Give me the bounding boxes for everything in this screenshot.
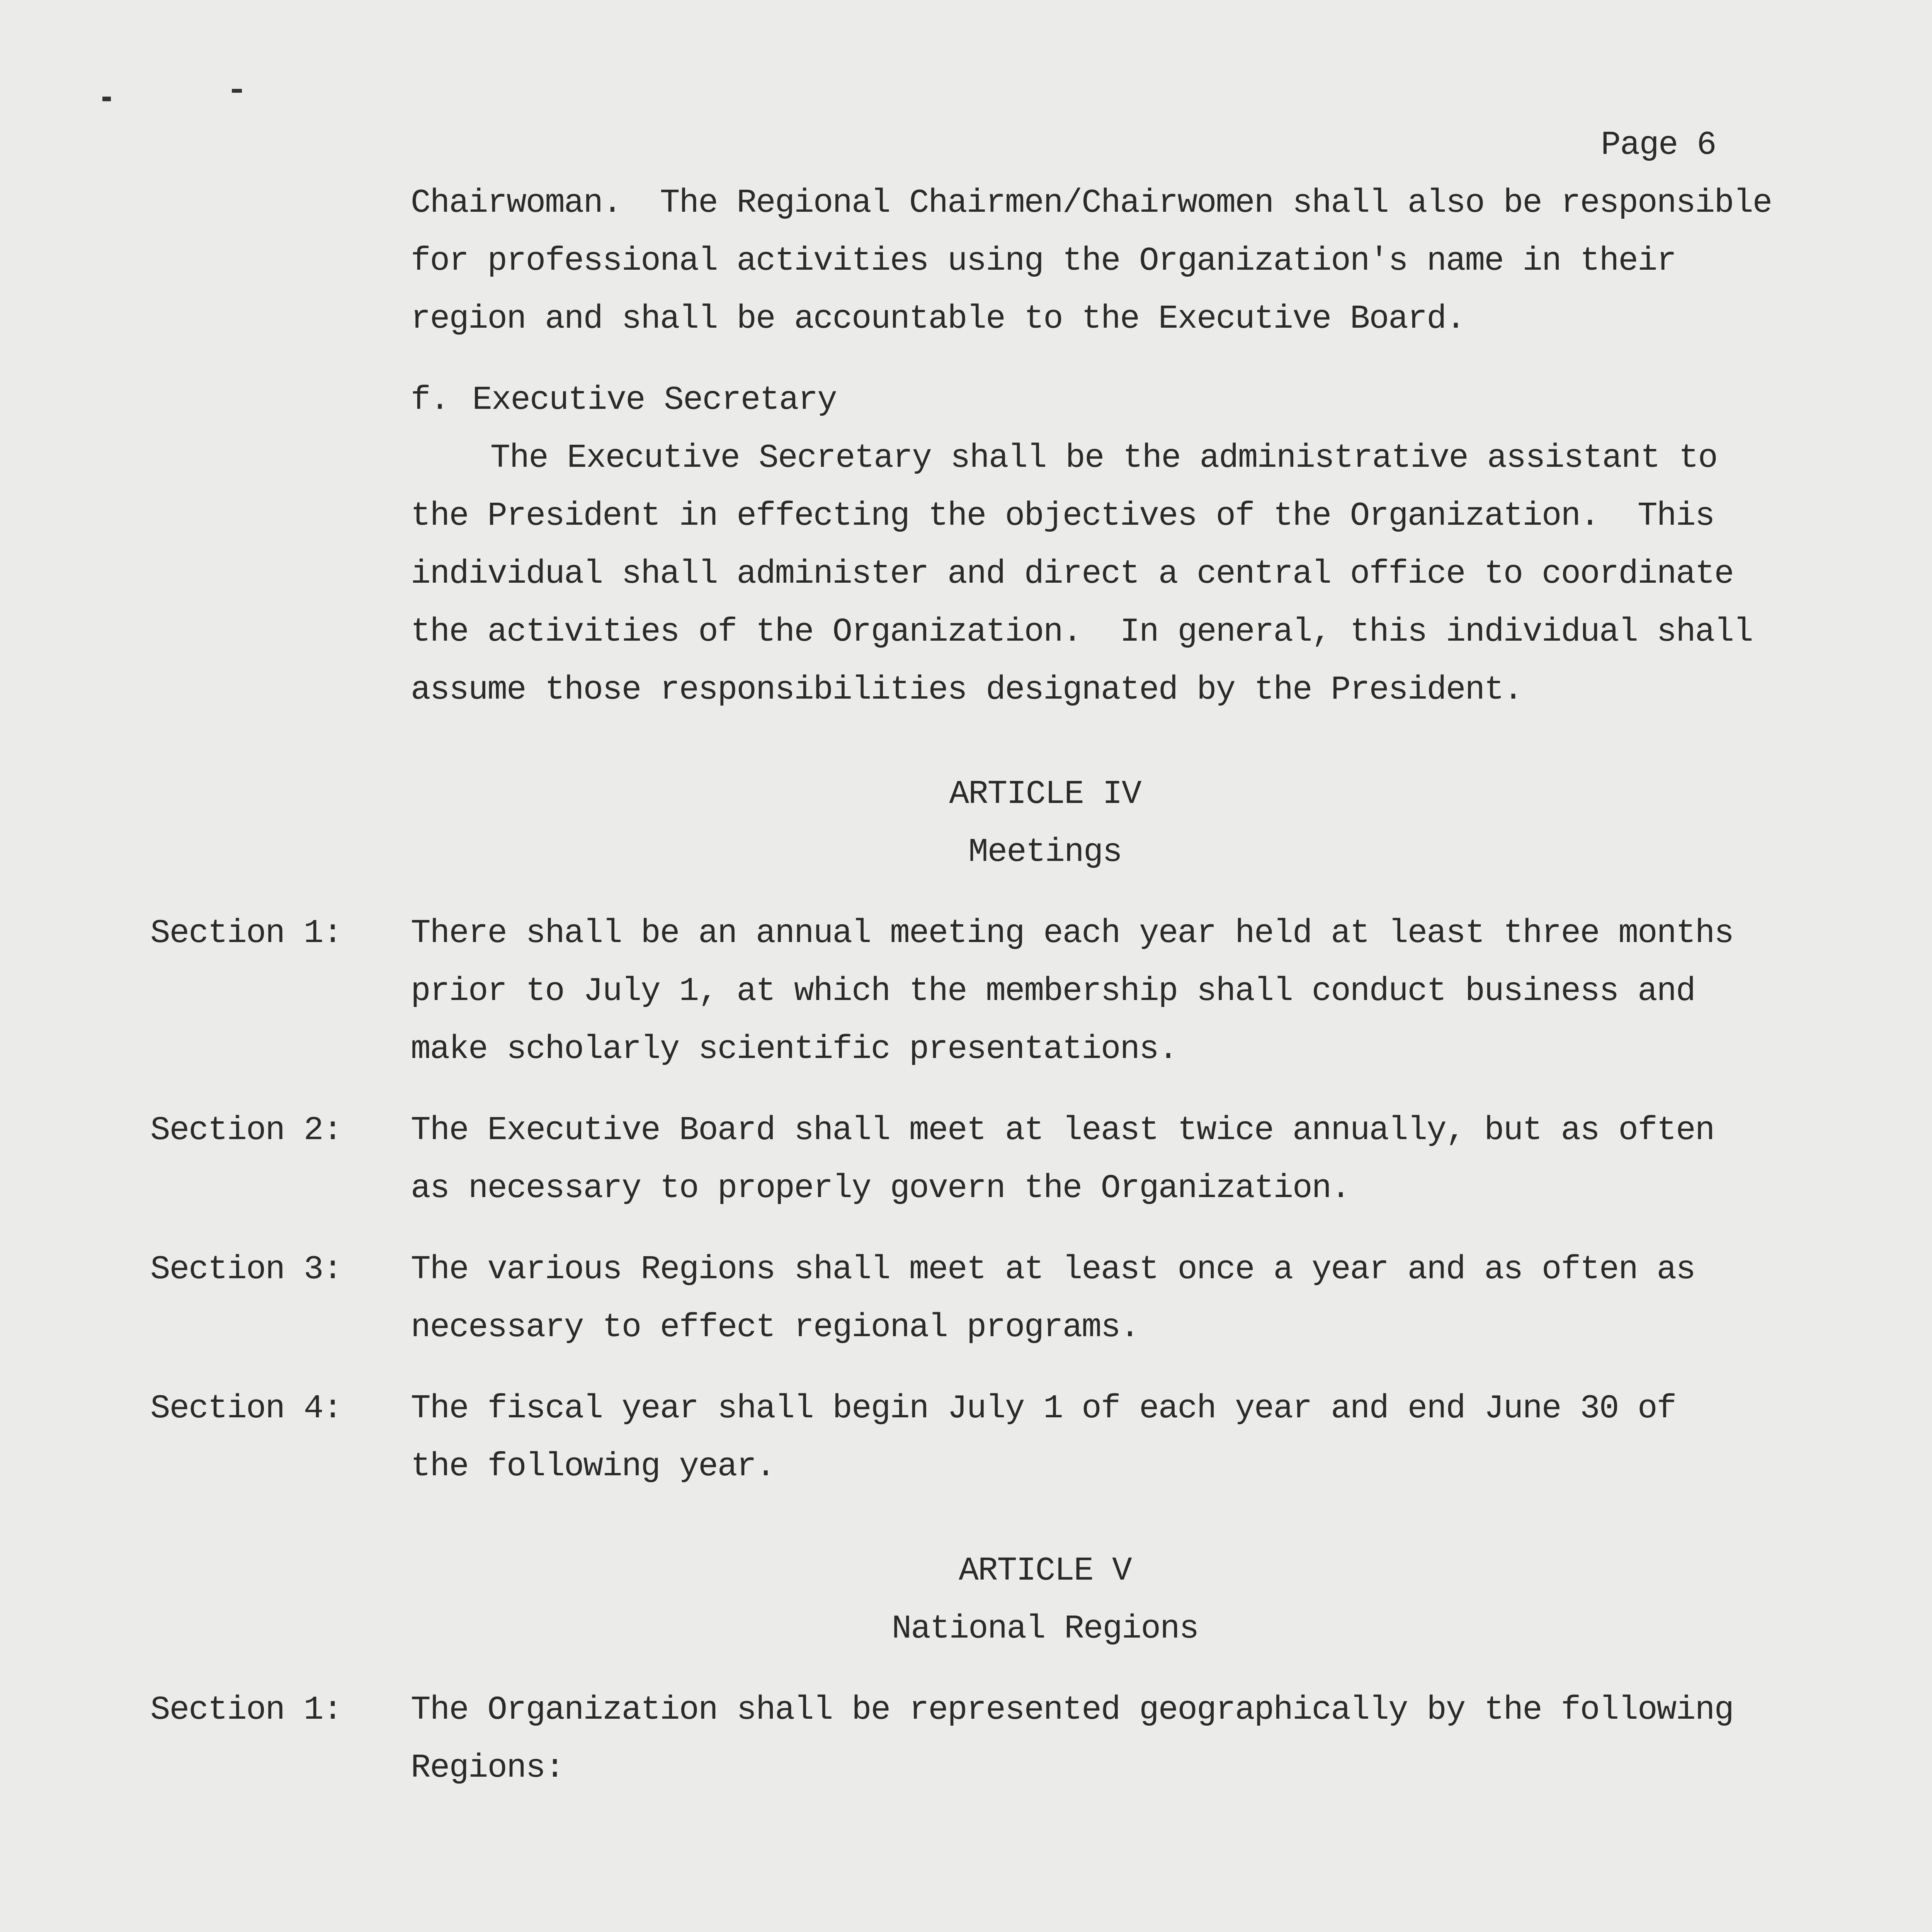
section-label: Section 1:: [150, 914, 342, 952]
subsection-heading: [411, 371, 1932, 429]
section-label: Section 2:: [150, 1111, 342, 1149]
section: [0, 1681, 1932, 1797]
text-line: prior to July 1, at which the membership shall conduct business and: [411, 972, 1695, 1010]
section: [0, 1379, 1932, 1495]
text-line: assume those responsibilities designated by the President.: [411, 671, 1523, 709]
text-line: the activities of the Organization. In general, this individual shall: [411, 613, 1753, 651]
text-line: The various Regions shall meet at least once a year and as often as: [411, 1250, 1695, 1288]
stray-mark: [232, 89, 242, 93]
text-line: The Executive Board shall meet at least twice annually, but as often: [411, 1111, 1714, 1149]
article-title: Meetings: [968, 833, 1122, 871]
text-line: as necessary to properly govern the Organization.: [411, 1169, 1350, 1207]
article-title: National Regions: [891, 1610, 1199, 1648]
text-line: necessary to effect regional programs.: [411, 1308, 1139, 1346]
section-label: Section 3:: [150, 1250, 342, 1288]
text-line: individual shall administer and direct a central office to coordinate: [411, 555, 1733, 593]
text-line: The Executive Secretary shall be the administrative assistant to: [490, 439, 1717, 477]
article-4-header: [0, 765, 1932, 881]
text-line: make scholarly scientific presentations.: [411, 1030, 1178, 1068]
text-line: The fiscal year shall begin July 1 of each year and end June 30 of: [411, 1389, 1676, 1427]
section: [0, 904, 1932, 1078]
subsection-marker: f.: [411, 381, 449, 419]
text-line: the President in effecting the objectives of the Organization. This: [411, 497, 1714, 535]
section-label: Section 4:: [150, 1389, 342, 1427]
page-number: Page 6: [1601, 126, 1716, 164]
text-line: region and shall be accountable to the Executive Board.: [411, 300, 1465, 338]
text-line: There shall be an annual meeting each year held at least three months: [411, 914, 1733, 952]
text-line: Regions:: [411, 1749, 564, 1787]
subsection-f: [0, 371, 1932, 719]
stray-mark: [102, 97, 111, 101]
article-heading: ARTICLE IV: [949, 775, 1141, 813]
text-line: Chairwoman. The Regional Chairmen/Chairwomen shall also be responsible: [411, 184, 1772, 222]
text-line: for professional activities using the Organization's name in their: [411, 242, 1676, 280]
article-5-header: [0, 1542, 1932, 1658]
subsection-title: Executive Secretary: [472, 381, 837, 419]
text-line: The Organization shall be represented geographically by the following: [411, 1691, 1733, 1729]
section-label: Section 1:: [150, 1691, 342, 1729]
text-line: the following year.: [411, 1447, 775, 1485]
section: [0, 1240, 1932, 1356]
section: [0, 1101, 1932, 1217]
article-heading: ARTICLE V: [959, 1552, 1131, 1590]
intro-paragraph: [0, 174, 1932, 348]
